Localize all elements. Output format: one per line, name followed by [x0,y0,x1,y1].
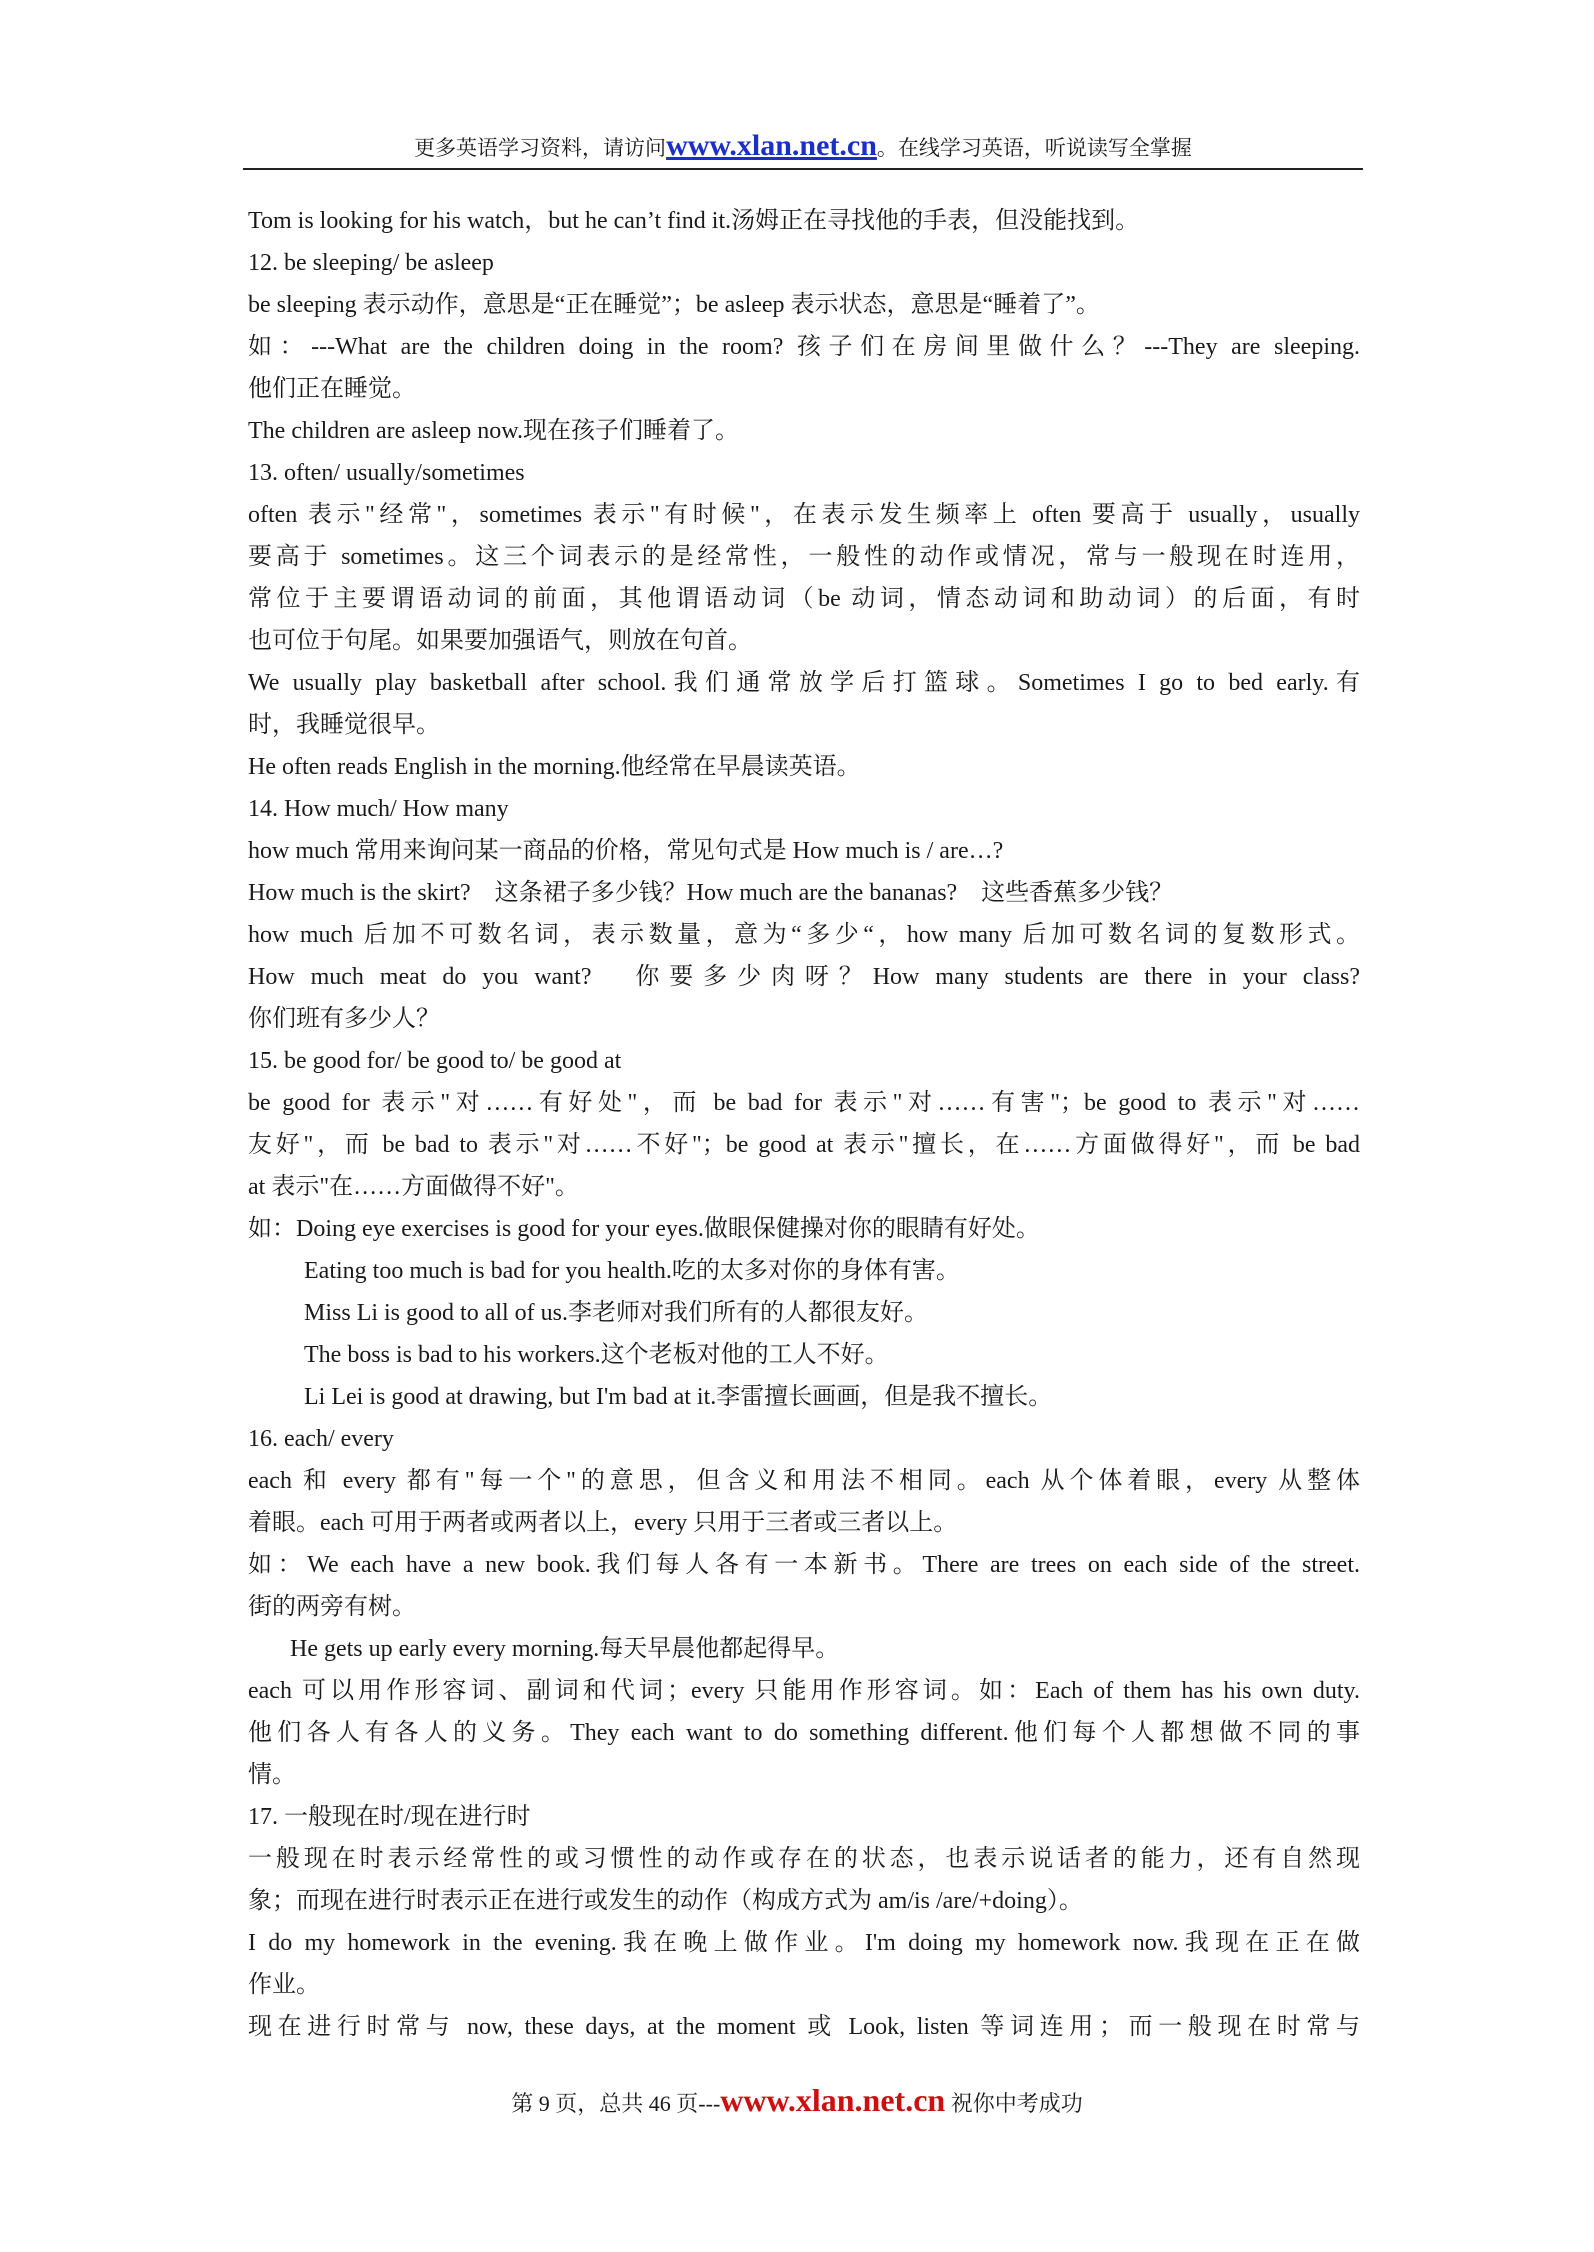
text-line: be good for 表示"对……有好处"，而 be bad for 表示"对……有害"；be good to 表示"对…… [248,1090,1360,1116]
text-line: how much 常用来询问某一商品的价格，常见句式是 How much is / are…? [248,838,1004,864]
text-line: 14. How much/ How many [248,796,509,822]
text-line: how much 后加不可数名词，表示数量，意为“多少“，how many 后加可数名词的复数形式。 [248,922,1360,948]
text-line: We usually play basketball after school.我们通常放学后打篮球。Sometimes I go to bed early.有 [248,670,1360,696]
text-line: Eating too much is bad for you health.吃的太多对你的身体有害。 [304,1258,960,1284]
text-line: The boss is bad to his workers.这个老板对他的工人不好。 [304,1342,889,1368]
text-line: 街的两旁有树。 [248,1594,416,1620]
text-line: 一般现在时表示经常性的或习惯性的动作或存在的状态，也表示说话者的能力，还有自然现 [248,1846,1360,1872]
text-line: The children are asleep now.现在孩子们睡着了。 [248,418,739,444]
text-line: be sleeping 表示动作，意思是“正在睡觉”；be asleep 表示状态，意思是“睡着了”。 [248,292,1100,318]
footer-page-info: 第 9 页，总共 46 页--- [511,2091,721,2116]
text-line: He often reads English in the morning.他经常在早晨读英语。 [248,754,861,780]
text-line: 要高于 sometimes。这三个词表示的是经常性，一般性的动作或情况，常与一般现在时连用， [248,544,1360,570]
text-line: 如：Doing eye exercises is good for your eyes.做眼保健操对你的眼睛有好处。 [248,1216,1040,1242]
text-line: 17. 一般现在时/现在进行时 [248,1804,531,1830]
text-line: He gets up early every morning.每天早晨他都起得早。 [290,1636,840,1662]
footer-slogan: 祝你中考成功 [945,2091,1083,2116]
text-line: 16. each/ every [248,1426,394,1452]
footer-site-link[interactable]: www.xlan.net.cn [720,2082,946,2118]
text-line: 如：We each have a new book.我们每人各有一本新书。There are trees on each side of the street. [248,1552,1360,1578]
text-line: 也可位于句尾。如果要加强语气，则放在句首。 [248,628,752,654]
text-line: at 表示"在……方面做得不好"。 [248,1174,579,1200]
text-line: I do my homework in the evening.我在晚上做作业。I'm doing my homework now.我现在正在做 [248,1930,1360,1956]
document-body [248,200,1360,2048]
text-line: Miss Li is good to all of us.李老师对我们所有的人都很友好。 [304,1300,929,1326]
text-line: How much is the skirt? 这条裙子多少钱？How much are the bananas? 这些香蕉多少钱？ [248,880,1174,906]
page-header [243,124,1363,170]
text-line: 现在进行时常与 now, these days, at the moment 或 Look, listen 等词连用；而一般现在时常与 [248,2014,1360,2040]
text-line: 常位于主要谓语动词的前面，其他谓语动词（be 动词，情态动词和助动词）的后面，有时 [248,586,1360,612]
text-line: 你们班有多少人？ [248,1006,440,1032]
text-line: 他们正在睡觉。 [248,376,416,402]
text-line: 作业。 [248,1972,320,1998]
text-line: 友好"，而 be bad to 表示"对……不好"；be good at 表示"擅长，在……方面做得好"，而 be bad [248,1132,1360,1158]
text-line: Li Lei is good at drawing, but I'm bad at it.李雷擅长画画，但是我不擅长。 [304,1384,1053,1410]
text-line: 象；而现在进行时表示正在进行或发生的动作（构成方式为 am/is /are/+doing）。 [248,1888,1083,1914]
text-line: each 可以用作形容词、副词和代词；every 只能用作形容词。如：Each of them has his own duty. [248,1678,1360,1704]
text-line: 时，我睡觉很早。 [248,712,440,738]
header-suffix: 。在线学习英语，听说读写全掌握 [876,136,1192,160]
text-line: How much meat do you want? 你要多少肉呀？How many students are there in your class? [248,964,1360,990]
page-footer [0,2080,1594,2124]
text-line: 着眼。each 可用于两者或两者以上，every 只用于三者或三者以上。 [248,1510,958,1536]
header-prefix: 更多英语学习资料，请访问 [414,136,667,160]
text-line: each 和 every 都有"每一个"的意思，但含义和用法不相同。each 从个体着眼，every 从整体 [248,1468,1360,1494]
text-line: 如：---What are the children doing in the room? 孩子们在房间里做什么？---They are sleeping. [248,334,1360,360]
text-line: 情。 [248,1762,296,1788]
header-site-link[interactable]: www.xlan.net.cn [666,129,877,162]
text-line: 他们各人有各人的义务。They each want to do something different.他们每个人都想做不同的事 [248,1720,1360,1746]
text-line: often 表示"经常"，sometimes 表示"有时候"，在表示发生频率上 often 要高于 usually，usually [248,502,1360,528]
text-line: 12. be sleeping/ be asleep [248,250,494,276]
text-line: 13. often/ usually/sometimes [248,460,525,486]
text-line: Tom is looking for his watch，but he can’t find it.汤姆正在寻找他的手表，但没能找到。 [248,208,1140,234]
text-line: 15. be good for/ be good to/ be good at [248,1048,622,1074]
